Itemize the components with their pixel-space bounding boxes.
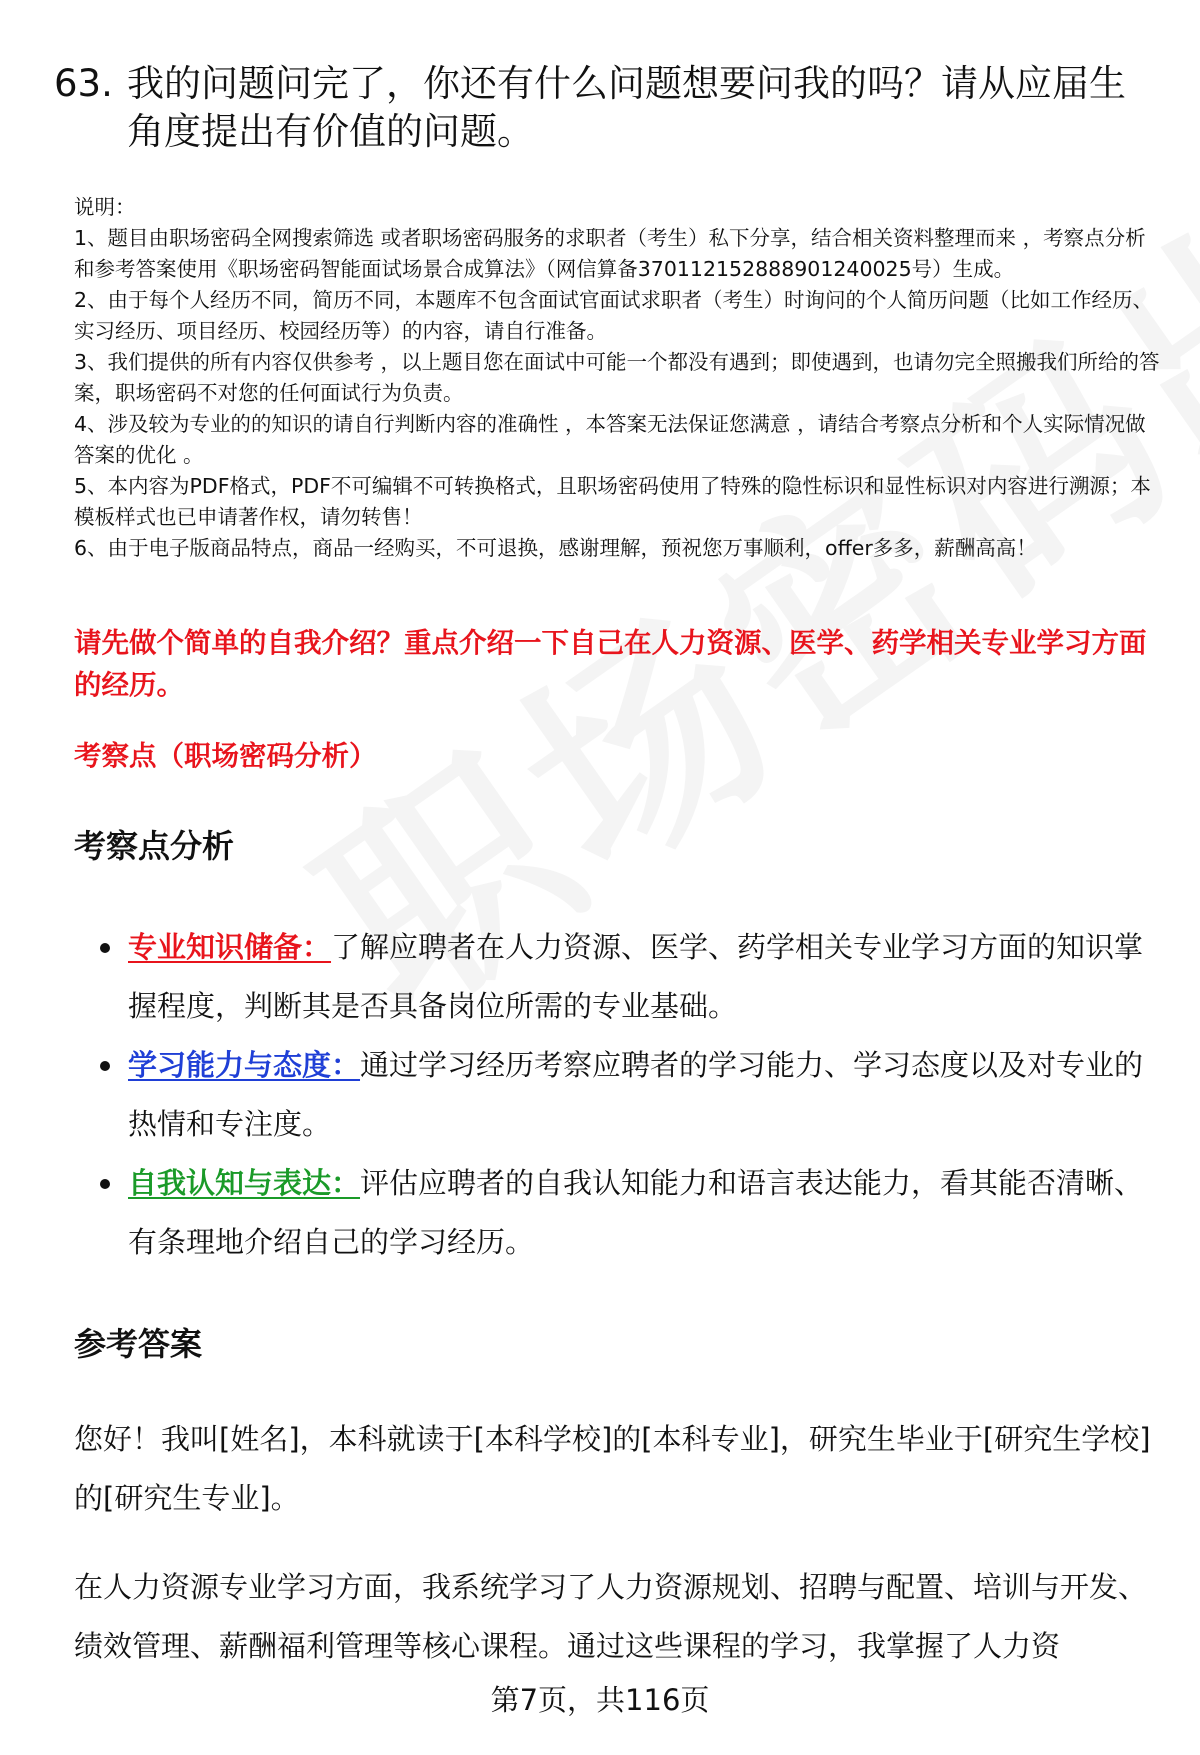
question-text: 我的问题问完了，你还有什么问题想要问我的吗？请从应届生角度提出有价值的问题。 [127,62,1126,153]
analysis-text: 评估应聘者的自我认知能力和语言表达能力，看其能否清晰、有条理地介绍自己的学习经历。 [128,1166,1144,1259]
notes-block [74,192,1164,564]
note-item: 5、本内容为PDF格式，PDF不可编辑不可转换格式，且职场密码使用了特殊的隐性标识和显性标识对内容进行溯源；本模板样式也已申请著作权，请勿转售！ [74,474,1151,529]
answer-body [74,1410,1154,1706]
question-number: 63. [54,62,113,105]
page-footer: 第7页，共116页 [490,1683,710,1717]
answer-paragraph: 在人力资源专业学习方面，我系统学习了人力资源规划、招聘与配置、培训与开发、绩效管理、薪酬福利管理等核心课程。通过这些课程的学习，我掌握了人力资 [74,1570,1148,1663]
analysis-text: 了解应聘者在人力资源、医学、药学相关专业学习方面的知识掌握程度，判断其是否具备岗位所需的专业基础。 [128,930,1144,1023]
analysis-heading: 考察点分析 [74,827,235,865]
note-item: 2、由于每个人经历不同，简历不同，本题库不包含面试官面试求职者（考生）时询问的个人简历问题（比如工作经历、实习经历、项目经历、校园经历等）的内容，请自行准备。 [74,288,1154,343]
note-item: 3、我们提供的所有内容仅供参考 ，以上题目您在面试中可能一个都没有遇到；即使遇到，也请勿完全照搬我们所给的答案，职场密码不对您的任何面试行为负责。 [74,350,1160,405]
bullet-icon [100,1179,110,1189]
answer-heading: 参考答案 [74,1325,203,1363]
analysis-item [74,1036,1154,1154]
notes-heading: 说明： [74,195,136,219]
analysis-keyword: 自我认知与表达： [128,1166,361,1200]
note-item: 6、由于电子版商品特点，商品一经购买，不可退换，感谢理解，预祝您万事顺利，offer多多，薪酬高高！ [74,536,1037,560]
sub-question: 请先做个简单的自我介绍？重点介绍一下自己在人力资源、医学、药学相关专业学习方面的经历。 [74,627,1147,701]
analysis-list [74,918,1154,1272]
analysis-item [74,1154,1154,1272]
analysis-text: 通过学习经历考察应聘者的学习能力、学习态度以及对专业的热情和专注度。 [128,1048,1144,1141]
analysis-keyword: 学习能力与态度： [128,1048,361,1082]
bullet-icon [100,943,110,953]
answer-paragraph: 您好！我叫[姓名]，本科就读于[本科学校]的[本科专业]，研究生毕业于[研究生学校]的[研究生专业]。 [74,1422,1151,1515]
analysis-keyword: 专业知识储备： [128,930,332,964]
note-item: 1、题目由职场密码全网搜索筛选 或者职场密码服务的求职者（考生）私下分享，结合相关资料整理而来 ，考察点分析和参考答案使用《职场密码智能面试场景合成算法》（网信算备370112152888901240025号）生成。 [74,226,1146,281]
note-item: 4、涉及较为专业的的知识的请自行判断内容的准确性 ，本答案无法保证您满意 ，请结合考察点分析和个人实际情况做答案的优化 。 [74,412,1146,467]
bullet-icon [100,1061,110,1071]
question-title [54,60,1154,156]
sub-question-label: 考察点（职场密码分析） [74,740,377,772]
analysis-item [74,918,1154,1036]
